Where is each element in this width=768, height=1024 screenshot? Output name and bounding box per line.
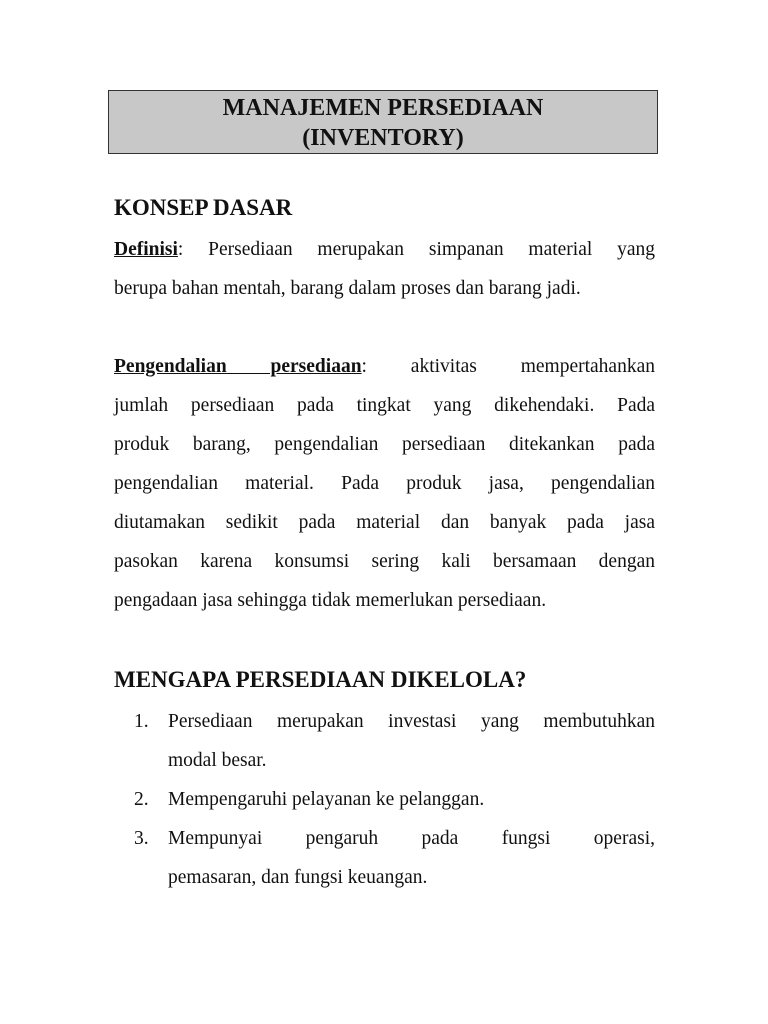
list-item <box>114 780 655 819</box>
section-heading-konsep-dasar: KONSEP DASAR <box>114 195 293 220</box>
definition-term: Definisi <box>114 239 178 260</box>
list-item-line: modal besar. <box>168 750 267 771</box>
control-line-1 <box>114 347 655 386</box>
document-title-line-1: MANAJEMEN PERSEDIAAN <box>222 95 544 121</box>
control-line-5: diutamakan sedikit pada material dan banyak pada jasa <box>114 512 655 533</box>
section-heading-mengapa: MENGAPA PERSEDIAAN DIKELOLA? <box>114 667 527 692</box>
list-item-number: 2. <box>134 789 149 810</box>
list-item-number: 3. <box>134 828 149 849</box>
list-item <box>114 819 655 897</box>
control-line-6: pasokan karena konsumsi sering kali bersamaan dengan <box>114 551 655 572</box>
control-line-3: produk barang, pengendalian persediaan ditekankan pada <box>114 434 655 455</box>
list-item-line: pemasaran, dan fungsi keuangan. <box>168 867 428 888</box>
list-item-line: Mempunyai pengaruh pada fungsi operasi, <box>168 828 655 849</box>
control-term: Pengendalian persediaan <box>114 356 362 377</box>
control-line-4: pengendalian material. Pada produk jasa, pengendalian <box>114 473 655 494</box>
definition-line-2: berupa bahan mentah, barang dalam proses dan barang jadi. <box>114 278 581 299</box>
definition-line-1 <box>114 230 655 269</box>
document-title-line-2: (INVENTORY) <box>302 125 464 151</box>
document-title-box <box>108 90 658 154</box>
reasons-list <box>114 702 655 897</box>
list-item-line: Persediaan merupakan investasi yang membutuhkan <box>168 711 655 732</box>
definition-text-1: : Persediaan merupakan simpanan material yang <box>177 239 655 260</box>
list-item-number: 1. <box>134 711 149 732</box>
list-item <box>114 702 655 780</box>
definition-paragraph <box>114 230 655 308</box>
control-paragraph <box>114 347 655 620</box>
control-line-7: pengadaan jasa sehingga tidak memerlukan persediaan. <box>114 590 547 611</box>
control-line-2: jumlah persediaan pada tingkat yang dikehendaki. Pada <box>114 395 655 416</box>
list-item-line: Mempengaruhi pelayanan ke pelanggan. <box>168 789 485 810</box>
control-text-1: : aktivitas mempertahankan <box>361 356 655 377</box>
